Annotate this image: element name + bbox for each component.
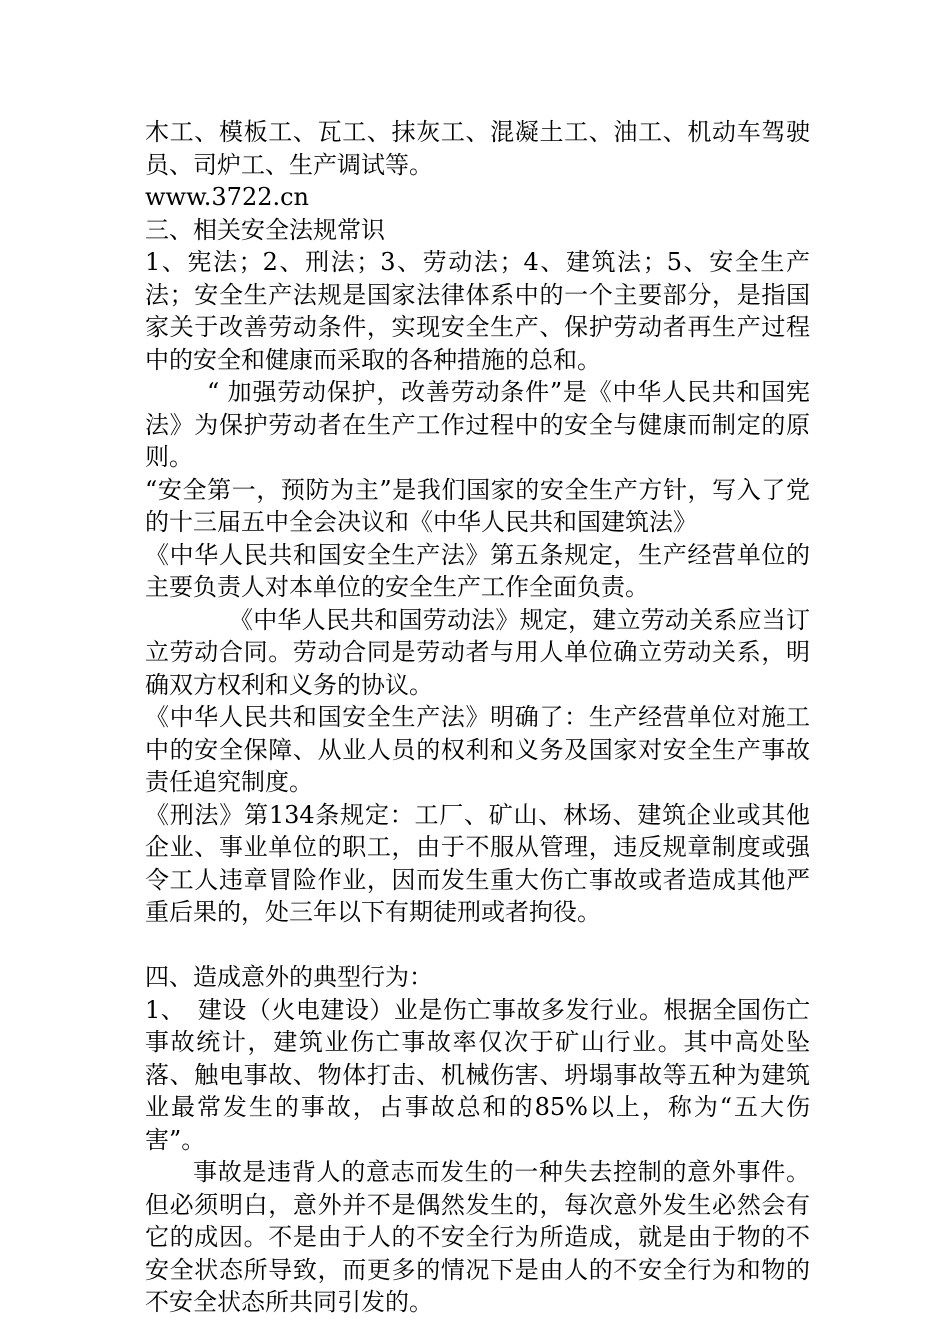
paragraph-labor-law: 《中华人民共和国劳动法》规定，建立劳动关系应当订立劳动合同。劳动合同是劳动者与用人单位确立劳动关系，明确双方权利和义务的协议。	[145, 605, 810, 699]
paragraph-law-list: 1、宪法；2、刑法；3、劳动法；4、建筑法；5、安全生产法；安全生产法规是国家法律体系中的一个主要部分，是指国家关于改善劳动条件，实现安全生产、保护劳动者再生产过程中的安全和健康而采取的各种措施的总和。	[145, 248, 810, 374]
paragraph-five-major-injuries: 1、 建设（火电建设）业是伤亡事故多发行业。根据全国伤亡事故统计，建筑业伤亡事故率仅次于矿山行业。其中高处坠落、触电事故、物体打击、机械伤害、坍塌事故等五种为建筑业最常发生的事故，占事故总和的85%以上，称为“五大伤害”。	[145, 995, 810, 1154]
paragraph-url: www.3722.cn	[145, 183, 310, 211]
paragraph-accident-causes: 事故是违背人的意志而发生的一种失去控制的意外事件。但必须明白，意外并不是偶然发生的，每次意外发生必然会有它的成因。不是由于人的不安全行为所造成，就是由于物的不安全状态所导致，而更多的情况下是由人的不安全行为和物的不安全状态所共同引发的。	[145, 1158, 810, 1316]
paragraph-safety-policy: “安全第一，预防为主”是我们国家的安全生产方针，写入了党的十三届五中全会决议和《中华人民共和国建筑法》	[145, 475, 810, 536]
paragraph-criminal-law-134: 《刑法》第134条规定：工厂、矿山、林场、建筑企业或其他企业、事业单位的职工，由于不服从管理，违反规章制度或强令工人违章冒险作业，因而发生重大伤亡事故或者造成其他严重后果的，处三年以下有期徒刑或者拘役。	[145, 800, 810, 926]
paragraph-safety-law-scope: 《中华人民共和国安全生产法》明确了：生产经营单位对施工中的安全保障、从业人员的权利和义务及国家对安全生产事故责任追究制度。	[145, 703, 810, 796]
paragraph-trades-list: 木工、模板工、瓦工、抹灰工、混凝土工、油工、机动车驾驶员、司炉工、生产调试等。	[145, 118, 810, 179]
section-heading-typical-behaviors: 四、造成意外的典型行为：	[145, 963, 433, 991]
blank-line	[145, 929, 810, 962]
section-heading-safety-law: 三、相关安全法规常识	[145, 215, 385, 244]
paragraph-constitution-principle: “ 加强劳动保护，改善劳动条件”是《中华人民共和国宪法》为保护劳动者在生产工作过程中的安全与健康而制定的原则。	[145, 378, 810, 471]
paragraph-safety-law-article-5: 《中华人民共和国安全生产法》第五条规定，生产经营单位的主要负责人对本单位的安全生产工作全面负责。	[145, 540, 810, 601]
document-body	[145, 116, 810, 1319]
